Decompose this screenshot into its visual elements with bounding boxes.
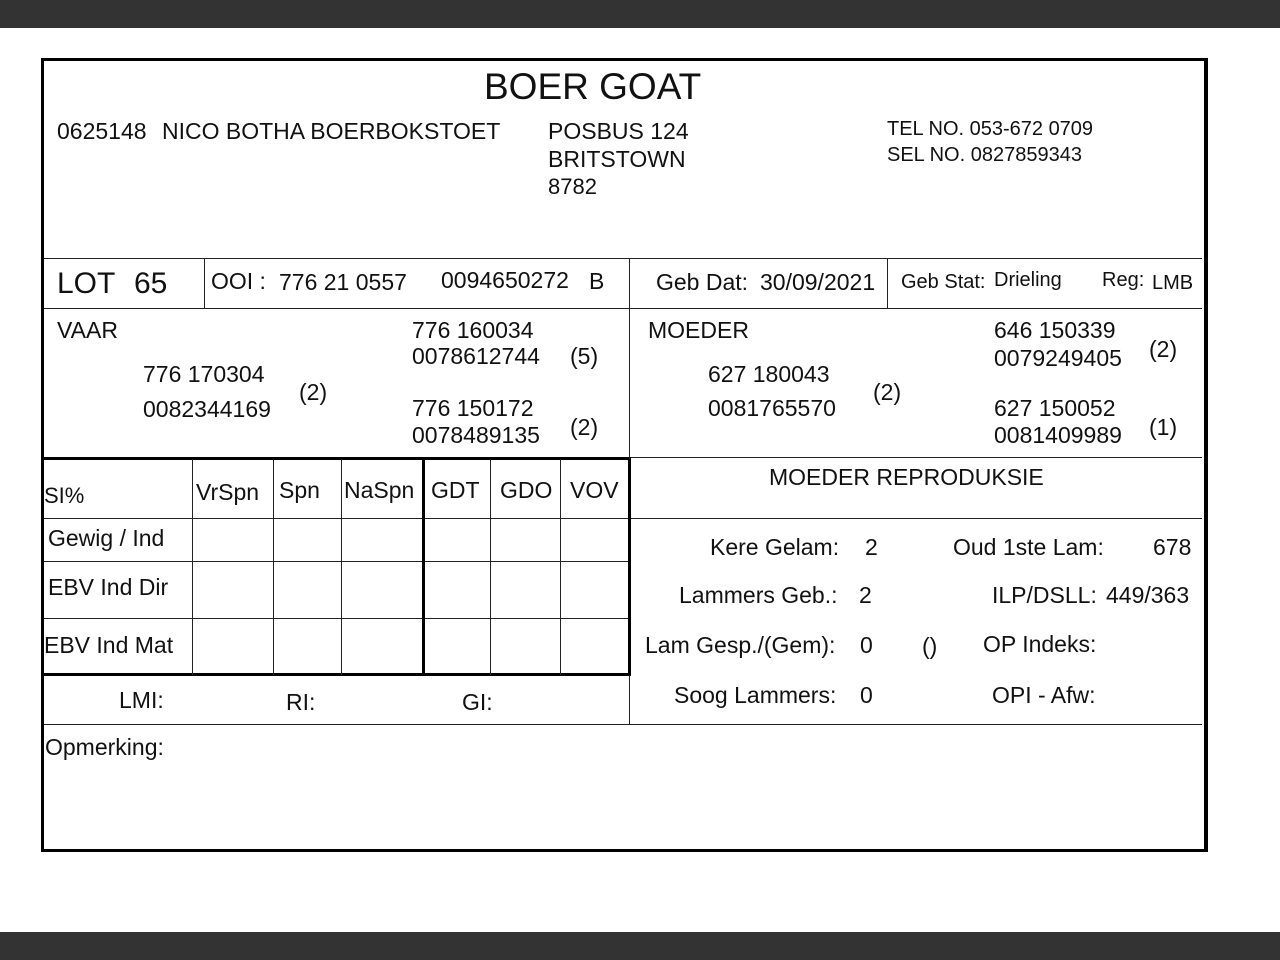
breeder-id: 0625148 — [57, 118, 147, 144]
lmi-label: LMI: — [119, 687, 164, 713]
kere-value: 2 — [865, 534, 878, 560]
sire-label: VAAR — [57, 317, 118, 343]
remarks-label: Opmerking: — [45, 734, 164, 760]
gi-label: GI: — [462, 689, 493, 715]
table-col-6 — [560, 459, 561, 675]
lammers-value: 2 — [859, 582, 872, 608]
dam-sire-id: 646 150339 — [994, 317, 1116, 343]
sire-sire-id: 776 160034 — [412, 317, 534, 343]
soog-label: Soog Lammers: — [674, 682, 837, 708]
soog-value: 0 — [860, 682, 873, 708]
ilp-value: 449/363 — [1106, 582, 1190, 608]
sel-number: SEL NO. 0827859343 — [887, 144, 1082, 166]
sire-count: (2) — [299, 379, 328, 405]
table-header-vov: VOV — [570, 477, 619, 503]
top-bar — [0, 0, 1280, 28]
table-header-si: SI% — [44, 483, 85, 508]
oud-value: 678 — [1153, 534, 1192, 560]
table-header-spn: Spn — [279, 477, 320, 503]
table-line-3 — [44, 618, 630, 619]
opi-label: OPI - Afw: — [992, 682, 1096, 708]
dam-id: 627 180043 — [708, 361, 830, 387]
dam-dam-count: (1) — [1149, 414, 1178, 440]
table-row-ebv-mat: EBV Ind Mat — [44, 632, 174, 658]
divider-indices — [44, 724, 1202, 725]
table-row-ebv-dir: EBV Ind Dir — [48, 574, 169, 600]
ewe-reg-no: 0094650272 — [441, 267, 569, 293]
table-row-gewig: Gewig / Ind — [48, 525, 165, 551]
table-header-gdo: GDO — [500, 477, 553, 503]
kere-label: Kere Gelam: — [710, 534, 840, 560]
table-header-gdt: GDT — [431, 477, 480, 503]
ewe-id: 776 21 0557 — [279, 269, 407, 295]
divider-repro-title — [630, 518, 1202, 519]
divider-header — [44, 258, 1202, 259]
divider-pedigree-right — [630, 457, 1202, 458]
sire-sire-reg: 0078612744 — [412, 343, 540, 369]
address-line-3: 8782 — [548, 174, 597, 199]
birth-date: 30/09/2021 — [760, 269, 876, 295]
tel-number: TEL NO. 053-672 0709 — [887, 118, 1094, 140]
sire-dam-id: 776 150172 — [412, 395, 534, 421]
sire-reg-no: 0082344169 — [143, 396, 271, 422]
dam-sire-reg: 0079249405 — [994, 345, 1122, 371]
lot-divider — [204, 259, 205, 308]
dam-reg-no: 0081765570 — [708, 395, 836, 421]
repro-title: MOEDER REPRODUKSIE — [769, 464, 1044, 490]
table-line-1 — [44, 518, 630, 519]
sire-sire-count: (5) — [570, 343, 599, 369]
divider-pedigree-left — [43, 457, 631, 460]
dam-count: (2) — [873, 379, 902, 405]
reg-value: LMB — [1152, 272, 1194, 294]
dam-sire-count: (2) — [1149, 336, 1178, 362]
table-col-7 — [628, 459, 631, 675]
table-line-2 — [44, 561, 630, 562]
lot-number: 65 — [134, 267, 168, 300]
table-col-2 — [273, 459, 274, 675]
sire-id: 776 170304 — [143, 361, 265, 387]
sire-dam-reg: 0078489135 — [412, 422, 540, 448]
address-line-2: BRITSTOWN — [548, 146, 686, 172]
birth-date-label: Geb Dat: — [656, 269, 749, 295]
birth-stat-label: Geb Stat: — [901, 271, 986, 293]
ewe-label: OOI : — [211, 268, 266, 294]
table-header-vrspn: VrSpn — [196, 479, 260, 505]
table-col-5 — [490, 459, 491, 675]
bottom-bar — [0, 932, 1280, 960]
card-title: BOER GOAT — [484, 66, 702, 107]
ilp-label: ILP/DSLL: — [992, 582, 1097, 608]
lot-label: LOT — [57, 267, 116, 300]
reg-label: Reg: — [1102, 269, 1145, 291]
address-line-1: POSBUS 124 — [548, 118, 689, 144]
ewe-grade: B — [589, 268, 605, 294]
lammers-label: Lammers Geb.: — [679, 582, 838, 608]
breeder-name: NICO BOTHA BOERBOKSTOET — [162, 118, 501, 144]
sire-dam-count: (2) — [570, 414, 599, 440]
table-col-3 — [341, 459, 342, 675]
table-col-4 — [422, 459, 425, 675]
date-divider — [887, 259, 888, 308]
birth-stat: Drieling — [994, 269, 1062, 291]
divider-lot — [44, 308, 1202, 309]
gesp-extra: () — [922, 633, 938, 659]
table-header-naspn: NaSpn — [344, 477, 415, 503]
oud-label: Oud 1ste Lam: — [953, 534, 1104, 560]
table-line-bottom — [43, 673, 631, 676]
ri-label: RI: — [286, 689, 316, 715]
dam-dam-reg: 0081409989 — [994, 422, 1122, 448]
table-col-1 — [192, 459, 193, 675]
gesp-value: 0 — [860, 632, 873, 658]
gesp-label: Lam Gesp./(Gem): — [645, 632, 836, 658]
goat-card — [41, 58, 1208, 852]
dam-dam-id: 627 150052 — [994, 395, 1116, 421]
dam-label: MOEDER — [648, 317, 749, 343]
op-indeks-label: OP Indeks: — [983, 631, 1097, 657]
